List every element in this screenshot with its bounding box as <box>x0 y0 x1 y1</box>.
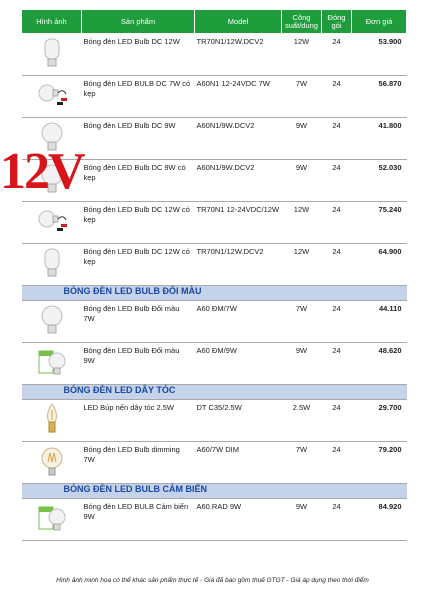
product-name: Bóng đèn LED Bulb Đổi màu 7W <box>82 301 195 343</box>
product-name: LED Búp nến dây tóc 2.5W <box>82 400 195 442</box>
product-name: Bóng đèn LED BULB Cảm biến 9W <box>82 499 195 541</box>
product-row <box>22 499 407 541</box>
price-sheet <box>21 9 406 541</box>
bulb-tall-icon <box>35 36 69 70</box>
product-image <box>22 34 82 76</box>
product-pack: 24 <box>322 160 352 202</box>
product-power: 12W <box>282 244 322 286</box>
product-name: Bóng đèn LED Bulb DC 9W có kẹp <box>82 160 195 202</box>
product-power: 12W <box>282 202 322 244</box>
product-name: Bóng đèn LED Bulb DC 12W <box>82 34 195 76</box>
product-name: Bóng đèn LED Bulb DC 12W có kẹp <box>82 202 195 244</box>
product-pack: 24 <box>322 442 352 484</box>
product-pack: 24 <box>322 343 352 385</box>
product-name: Bóng đèn LED BULB DC 7W có kẹp <box>82 76 195 118</box>
product-power: 9W <box>282 343 322 385</box>
bulb-with-clamp-icon <box>35 204 69 238</box>
product-pack: 24 <box>322 499 352 541</box>
voltage-badge: 12V <box>0 143 84 200</box>
product-model: A60/7W DIM <box>195 442 282 484</box>
product-model: TR70N1 12-24VDC/12W <box>195 202 282 244</box>
product-image <box>22 442 82 484</box>
product-model: A60N1/9W.DCV2 <box>195 118 282 160</box>
product-pack: 24 <box>322 34 352 76</box>
product-pack: 24 <box>322 202 352 244</box>
table-header <box>22 10 407 34</box>
price-table <box>21 9 407 541</box>
header-product: Sản phẩm <box>82 10 195 34</box>
product-pack: 24 <box>322 244 352 286</box>
category-title: BÓNG ĐÈN LED BULB CẢM BIẾN <box>22 484 407 499</box>
product-power: 7W <box>282 442 322 484</box>
category-title: BÓNG ĐÈN LED BULB ĐỔI MÀU <box>22 286 407 301</box>
bulb-tall-icon <box>35 246 69 280</box>
bulb-box-icon <box>35 345 69 379</box>
product-pack: 24 <box>322 301 352 343</box>
product-price: 52.030 <box>352 160 407 202</box>
product-row <box>22 244 407 286</box>
candle-filament-icon <box>35 402 69 436</box>
header-image: Hình ảnh <box>22 10 82 34</box>
filament-bulb-icon <box>35 444 69 478</box>
product-row <box>22 400 407 442</box>
product-image <box>22 343 82 385</box>
product-image <box>22 301 82 343</box>
product-power: 9W <box>282 499 322 541</box>
product-model: DT C35/2.5W <box>195 400 282 442</box>
product-price: 41.800 <box>352 118 407 160</box>
footer-note: Hình ảnh minh họa có thể khác sản phẩm thực tế - Giá đã bao gồm thuế GTGT - Giá áp dụng theo thời điểm <box>56 577 369 584</box>
product-row <box>22 202 407 244</box>
product-name: Bóng đèn LED Bulb Đổi màu 9W <box>82 343 195 385</box>
product-price: 29.700 <box>352 400 407 442</box>
product-name: Bóng đèn LED Bulb dimming 7W <box>82 442 195 484</box>
product-price: 84.920 <box>352 499 407 541</box>
product-price: 44.110 <box>352 301 407 343</box>
product-image <box>22 244 82 286</box>
product-model: A60 ĐM/9W <box>195 343 282 385</box>
bulb-with-clamp-icon <box>35 78 69 112</box>
product-power: 2.5W <box>282 400 322 442</box>
header-model: Model <box>195 10 282 34</box>
product-image <box>22 76 82 118</box>
product-power: 9W <box>282 118 322 160</box>
product-row <box>22 34 407 76</box>
product-model: A60N1 12-24VDC 7W <box>195 76 282 118</box>
product-image <box>22 499 82 541</box>
product-name: Bóng đèn LED Bulb DC 12W có kẹp <box>82 244 195 286</box>
product-row <box>22 301 407 343</box>
product-power: 7W <box>282 76 322 118</box>
header-pack: Đóng gói <box>322 10 352 34</box>
product-price: 64.900 <box>352 244 407 286</box>
category-row <box>22 484 407 499</box>
bulb-sensor-box-icon <box>35 501 69 535</box>
product-name: Bóng đèn LED Bulb DC 9W <box>82 118 195 160</box>
product-power: 9W <box>282 160 322 202</box>
product-pack: 24 <box>322 400 352 442</box>
product-price: 53.900 <box>352 34 407 76</box>
product-row <box>22 343 407 385</box>
category-title: BÓNG ĐÈN LED DÂY TÓC <box>22 385 407 400</box>
product-model: TR70N1/12W.DCV2 <box>195 34 282 76</box>
product-price: 48.620 <box>352 343 407 385</box>
product-model: A60N1/9W.DCV2 <box>195 160 282 202</box>
product-model: A60.RAD 9W <box>195 499 282 541</box>
product-price: 79.200 <box>352 442 407 484</box>
header-power: Công suất/dung <box>282 10 322 34</box>
product-price: 56.870 <box>352 76 407 118</box>
product-price: 75.240 <box>352 202 407 244</box>
product-power: 7W <box>282 301 322 343</box>
product-row <box>22 76 407 118</box>
product-row <box>22 442 407 484</box>
bulb-icon <box>35 303 69 337</box>
header-price: Đơn giá <box>352 10 407 34</box>
category-row <box>22 385 407 400</box>
product-model: A60 ĐM/7W <box>195 301 282 343</box>
product-image <box>22 202 82 244</box>
product-pack: 24 <box>322 118 352 160</box>
product-model: TR70N1/12W.DCV2 <box>195 244 282 286</box>
product-image <box>22 400 82 442</box>
category-row <box>22 286 407 301</box>
product-power: 12W <box>282 34 322 76</box>
product-pack: 24 <box>322 76 352 118</box>
